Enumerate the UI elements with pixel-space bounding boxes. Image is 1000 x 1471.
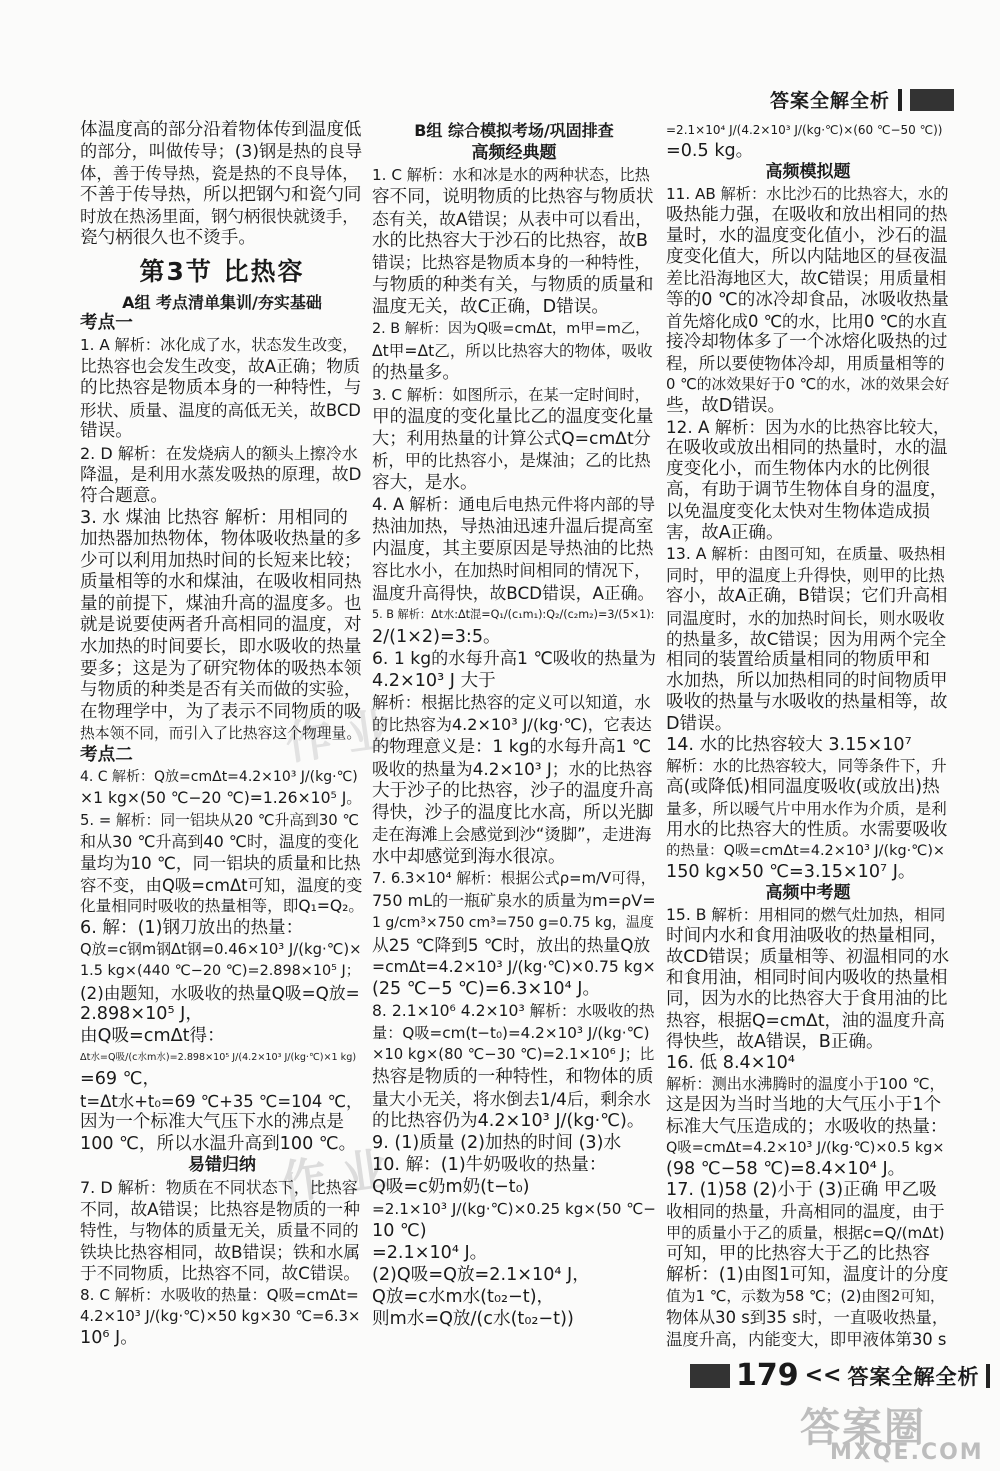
text-line: 走在海滩上会感觉到沙“烫脚”，走进海: [372, 825, 652, 844]
text-line: 13. A 解析：由图可知，在质量、吸热相: [666, 545, 946, 564]
text-line: (98 ℃−58 ℃)=8.4×10⁴ J。: [666, 1158, 906, 1179]
text-line: (2)由题知，水吸收的热量Q吸=Q放=: [80, 982, 360, 1003]
text-line: 1. C 解析：水和冰是水的两种状态，比热: [372, 166, 650, 184]
text-line: 在物理学中，为了表示不同物质的吸: [80, 701, 362, 722]
column-3: [666, 120, 950, 1350]
text-line: 时放在热汤里面，钢勺柄很快就烫手，: [80, 207, 359, 227]
text-line: 温度无关，故C正确，D错误。: [372, 297, 609, 317]
header-divider: [898, 89, 902, 111]
double-chevron-icon: <<: [804, 1363, 842, 1388]
text-line: 于不同物质，比热容不同，故C错误。: [80, 1263, 361, 1284]
text-line: Q放=c水m水(t₀₂−t)，: [372, 1287, 555, 1307]
text-line: 2. B 解析：因为Q吸=cmΔt，m甲=m乙，: [372, 321, 650, 337]
text-line: 在吸收或放出相同的热量时，水的温: [666, 438, 948, 459]
text-line: 首先熔化成0 ℃的水，比用0 ℃的水直: [666, 311, 948, 331]
text-line: 少可以利用加热时间的长短来比较；: [80, 550, 362, 571]
text-line: ×1 kg×(50 ℃−20 ℃)=1.26×10⁵ J。: [80, 789, 362, 808]
text-line: 11. AB 解析：水比沙石的比热容大，水的: [666, 184, 949, 203]
text-line: 4.2×10³ J 大于: [372, 671, 496, 691]
column-1: [80, 120, 364, 1350]
text-line: D错误。: [666, 713, 733, 734]
text-line: 解析：根据比热容的定义可以知道，水: [372, 693, 651, 712]
classic-title: 高频经典题: [471, 143, 557, 163]
text-line: 4. C 解析：Q放=cmΔt=4.2×10³ J/(kg·℃): [80, 768, 358, 785]
text-line: 要多；这是为了研究物体的吸热本领: [80, 658, 362, 679]
text-line: 12. A 解析：因为水的比热容比较大，: [666, 416, 950, 437]
text-line: 的比热容是物质本身的一种特性，与: [80, 377, 362, 398]
text-line: 5. = 解析：同一铝块从20 ℃升高到30 ℃: [80, 811, 359, 829]
text-line: 可知，甲的比热容大于乙的比热容: [666, 1243, 930, 1264]
text-line: 错误。: [80, 421, 133, 442]
page-footer: [690, 1358, 990, 1393]
text-line: 时间内水和食用油吸收的热量相同，: [666, 925, 948, 946]
text-line: 则m水=Q放/(c水(t₀₂−t)): [372, 1309, 574, 1329]
text-line: 的物理意义是：1 kg的水每升高1 ℃: [372, 737, 652, 757]
text-line: 甲的温度的变化量比乙的温度变化量: [372, 407, 654, 427]
text-line: 解析：(1)由图1可知，温度计的分度: [666, 1264, 949, 1285]
text-line: 4.2×10³ J/(kg·℃)×50 kg×30 ℃=6.3×: [80, 1308, 361, 1326]
group-b-title: B组 综合模拟考场/巩固排查: [414, 121, 614, 140]
text-line: 不善于传导热，所以把钢勺和瓷勺同: [80, 184, 362, 205]
text-line: =0.5 kg。: [666, 141, 754, 162]
text-line: 2. D 解析：在发烧病人的额头上擦冷水: [80, 443, 358, 463]
col1-text-d: [80, 1177, 364, 1350]
text-line: 比热容也会发生改变，故A正确；物质: [80, 356, 360, 377]
text-line: 程，所以要使物体冷却，用质量相等的: [666, 354, 945, 374]
text-line: 热本领不同，而引入了比热容这个物理量。: [80, 725, 362, 743]
text-line: 热油加热，导热油迅速升温后提高室: [372, 517, 654, 537]
text-line: 和食用油，相同时间内吸收的热量相: [666, 968, 948, 989]
text-line: 度变化小，而生物体内水的比例很: [666, 459, 930, 480]
col1-text-c: [80, 767, 364, 1156]
text-line: 的部分，叫做传导；(3)钢是热的良导: [80, 141, 363, 162]
col1-text-a: [80, 120, 364, 250]
text-line: 100 ℃，所以水温升高到100 ℃。: [80, 1133, 357, 1154]
text-line: 的热量：Q吸=cmΔt=4.2×10³ J/(kg·℃)×: [666, 842, 945, 859]
text-line: 解析：水的比热容较大，同等条件下，升: [666, 757, 947, 776]
text-line: 质量相等的水和煤油，在吸收相同热: [80, 572, 362, 593]
text-line: 1 g/cm³×750 cm³=750 g=0.75 kg，温度: [372, 915, 654, 931]
text-line: 温度升高，内能变大，即甲液体第30 s: [666, 1329, 947, 1349]
text-line: 量：Q吸=cm(t−t₀)=4.2×10³ J/(kg·℃): [372, 1024, 650, 1042]
text-line: 特性，与物体的质量无关，质量不同的: [80, 1221, 359, 1241]
text-line: 3. C 解析：如图所示，在某一定时间时，: [372, 386, 650, 404]
exam-title: 高频中考题: [765, 883, 851, 904]
text-line: 差比沿海地区大，故C错误；用质量相: [666, 268, 947, 289]
text-line: 吸收的热量与水吸收的热量相等，故: [666, 692, 948, 713]
text-line: 9. (1)质量 (2)加热的时间 (3)水: [372, 1133, 622, 1153]
text-line: 度变化值大，所以内陆地区的昼夜温: [666, 247, 948, 268]
watermark-logo: 答案圈: [800, 1405, 926, 1451]
text-line: 的热量多。: [372, 363, 460, 383]
text-line: Δt水=Q吸/(c水m水)=2.898×10⁵ J/(4.2×10³ J/(kg·℃)×1 kg): [80, 1052, 357, 1064]
text-line: Q吸=c奶m奶(t−t₀): [372, 1177, 530, 1197]
text-line: 以免温度变化太快对生物体造成损: [666, 501, 930, 522]
stamp-watermark-2: 作 业: [277, 1141, 392, 1211]
text-line: 相同的装置给质量相同的物质甲和: [666, 650, 930, 671]
text-line: 7. D 解析：物质在不同状态下，比热容: [80, 1177, 358, 1197]
text-line: 值为1 ℃，示数为58 ℃；(2)由图2可知，: [666, 1288, 945, 1306]
col3-text-b: [666, 184, 950, 884]
footer-block: [690, 1364, 730, 1388]
col3-text-c: [666, 905, 950, 1350]
text-line: 错误；比热容是物质本身的一种特性，: [372, 253, 651, 272]
text-line: 量多，所以暖气片中用水作为介质，是利: [666, 799, 947, 818]
section-title: 第3节 比热容: [139, 256, 305, 286]
text-line: 0 ℃的冰效果好于0 ℃的水，冰的效果会好: [666, 376, 950, 394]
text-line: 这是因为当时当地的大气压小于1个: [666, 1095, 942, 1116]
text-line: 收相同的热量，升高相同的温度，由于: [666, 1202, 945, 1222]
text-line: 吸热能力强，在吸收和放出相同的热: [666, 204, 948, 225]
text-line: 15. B 解析：用相同的燃气灶加热，相同: [666, 905, 946, 924]
text-line: 等的0 ℃的冰冷却食品，冰吸收热量: [666, 289, 949, 310]
text-line: 就是说要使两者升高相同的温度，对: [80, 615, 362, 636]
text-line: 故CD错误；质量相等、初温相同的水: [666, 946, 950, 967]
kp2-title: 考点二: [80, 745, 133, 766]
text-line: 接冷却物体多了一个冰熔化吸热的过: [666, 332, 948, 353]
text-line: 不同，故A错误；比热容是物质的一种: [80, 1198, 360, 1219]
text-line: (25 ℃−5 ℃)=6.3×10⁴ J。: [372, 979, 601, 999]
text-line: 150 kg×50 ℃=3.15×10⁷ J。: [666, 862, 916, 883]
text-line: Q放=c钢m钢Δt钢=0.46×10³ J/(kg·℃)×: [80, 941, 362, 959]
text-line: 容小，故A正确，B错误；它们升高相: [666, 586, 948, 607]
text-line: 与物质的种类是否有关而做的实验，: [80, 680, 362, 701]
text-line: 高(或降低)相同温度吸收(或放出)热: [666, 777, 940, 798]
text-line: 态有关，故A错误；从表中可以看出，: [372, 209, 652, 229]
text-line: 吸收的热量为4.2×10³ J；水的比热容: [372, 759, 653, 779]
text-line: 6. 1 kg的水每升高1 ℃吸收的热量为: [372, 649, 656, 669]
text-line: 水加热，所以加热相同的时间物质甲: [666, 671, 948, 692]
text-line: 热容，根据Q=cmΔt，油的温度升高: [666, 1010, 945, 1031]
col3-text-a: [666, 120, 950, 162]
text-line: 5. B 解析：Δt水:Δt混=Q₁/(c₁m₁):Q₂/(c₂m₂)=3/(5×1):: [372, 608, 655, 621]
watermark-url: MXQE.COM: [830, 1440, 984, 1465]
text-line: 的比热容仍为4.2×10³ J/(kg·℃)。: [372, 1111, 645, 1131]
text-line: 大于沙子的比热容，沙子的温度升高: [372, 781, 654, 801]
text-line: 6. 解：(1)钢刀放出的热量：: [80, 917, 304, 938]
kp1-title: 考点一: [80, 313, 133, 334]
error-summary-title: 易错归纳: [188, 1155, 256, 1176]
text-line: 水的比热容大于沙石的比热容，故B: [372, 231, 648, 251]
text-line: 体温度高的部分沿着物体传到温度低: [80, 120, 362, 140]
text-line: 析，甲的比热容小，是煤油；乙的比热: [372, 451, 651, 470]
text-line: 量时，水的温度变化值小，沙石的温: [666, 226, 948, 247]
page-header: [770, 86, 954, 113]
text-line: Q吸=cmΔt=4.2×10³ J/(kg·℃)×0.5 kg×: [666, 1139, 945, 1156]
text-line: 从25 ℃降到5 ℃时，放出的热量Q放: [372, 935, 651, 955]
text-line: 标准大气压造成的；水吸收的热量：: [666, 1116, 948, 1137]
col1-text-b: [80, 335, 364, 745]
text-line: 同温度时，水的加热时间长，则水吸收: [666, 608, 945, 628]
text-line: 10 ℃): [372, 1221, 427, 1241]
text-line: 的热量多，故C错误；因为用两个完全: [666, 628, 947, 649]
header-title: 答案全解全析: [770, 90, 891, 112]
text-line: 符合题意。: [80, 485, 168, 506]
text-line: 得快，沙子的温度比水高，所以光脚: [372, 803, 654, 823]
text-line: 热容是物质的一种特性，和物体的质: [372, 1067, 654, 1087]
text-line: 3. 水 煤油 比热容 解析：用相同的: [80, 507, 348, 528]
text-line: 4. A 解析：通电后电热元件将内部的导: [372, 495, 656, 514]
text-line: 和从30 ℃升高到40 ℃时，温度的变化: [80, 832, 359, 852]
text-line: 同时，甲的温度上升得快，则甲的比热: [666, 566, 945, 586]
text-line: 量均为10 ℃，同一铝块的质量和比热: [80, 853, 361, 873]
text-line: 甲的质量小于乙的质量，根据c=Q/(mΔt): [666, 1223, 945, 1242]
text-line: 内温度，其主要原因是导热油的比热: [372, 539, 654, 559]
text-line: 量的前提下，煤油升高的温度多。也: [80, 593, 362, 614]
text-line: 750 mL的一瓶矿泉水的质量为m=ρV=: [372, 891, 656, 910]
text-line: =2.1×10⁴ J。: [372, 1243, 488, 1263]
text-line: 1. A 解析：冰化成了水，状态发生改变，: [80, 335, 358, 354]
text-line: 14. 水的比热容较大 3.15×10⁷: [666, 734, 912, 755]
text-line: 加热器加热物体，物体吸收热量的多: [80, 529, 362, 550]
text-line: 8. 2.1×10⁶ 4.2×10³ 解析：水吸收的热: [372, 1002, 655, 1020]
text-line: 容不同，说明物质的比热容与物质状: [372, 187, 654, 207]
text-line: 10⁶ J。: [80, 1328, 138, 1349]
text-line: t=Δt水+t₀=69 ℃+35 ℃=104 ℃，: [80, 1091, 363, 1111]
header-block: [910, 89, 954, 111]
mock-title: 高频模拟题: [765, 162, 851, 183]
page-number: 179: [736, 1358, 799, 1393]
text-line: 的比热容为4.2×10³ J/(kg·℃)，它表达: [372, 715, 652, 734]
text-line: 量大小无关，将水倒去1/4后，剩余水: [372, 1089, 651, 1109]
text-line: (2)Q吸=Q放=2.1×10⁴ J，: [372, 1265, 590, 1285]
text-line: 水中却感觉到海水很凉。: [372, 847, 566, 867]
group-a-title: A组 考点清单集训/夯实基础: [122, 292, 322, 312]
text-line: =cmΔt=4.2×10³ J/(kg·℃)×0.75 kg×: [372, 958, 656, 976]
text-line: 水加热的时间要长，即水吸收的热量: [80, 637, 362, 658]
column-2: [372, 120, 656, 1330]
text-line: 7. 6.3×10⁴ 解析：根据公式ρ=m/V可得，: [372, 870, 656, 887]
text-line: 物体从30 s到35 s时，一直吸收热量，: [666, 1308, 949, 1328]
text-line: 得快些，故A错误，B正确。: [666, 1031, 884, 1052]
text-line: 因为一个标准大气压下水的沸点是: [80, 1112, 344, 1133]
text-line: =2.1×10⁴ J/(4.2×10³ J/(kg·℃)×(60 ℃−50 ℃)): [666, 123, 943, 137]
footer-title: 答案全解全析: [847, 1364, 980, 1389]
text-line: 容比水小，在加热时间相同的情况下，: [372, 561, 651, 580]
text-line: =69 ℃，: [80, 1068, 161, 1089]
stamp-watermark: 作 业: [282, 701, 397, 771]
footer-divider: [986, 1364, 990, 1388]
text-line: 同，因为水的比热容大于食用油的比: [666, 989, 948, 1010]
text-line: 8. C 解析：水吸收的热量：Q吸=cmΔt=: [80, 1285, 359, 1304]
text-line: 容不变，由Q吸=cmΔt可知，温度的变: [80, 875, 363, 895]
text-line: =2.1×10³ J/(kg·℃)×0.25 kg×(50 ℃−: [372, 1200, 657, 1218]
text-line: 温度升高得快，故BCD错误，A正确。: [372, 583, 655, 603]
text-line: 铁块比热容相同，故B错误；铁和水属: [80, 1241, 361, 1262]
text-line: 17. (1)58 (2)小于 (3)正确 甲乙吸: [666, 1180, 937, 1201]
col2-text: [372, 164, 656, 1330]
text-line: 形状、质量、温度的高低无关，故BCD: [80, 400, 361, 420]
text-line: 16. 低 8.4×10⁴: [666, 1052, 795, 1073]
text-line: 2.898×10⁵ J，: [80, 1004, 203, 1025]
text-line: 容大，是水。: [372, 473, 478, 493]
text-line: 2/(1×2)=3:5。: [372, 627, 501, 647]
text-line: 高，有助于调节生物体自身的温度，: [666, 480, 948, 501]
text-line: 体，善于传导热，瓷是热的不良导体，: [80, 164, 359, 184]
text-line: ×10 kg×(80 ℃−30 ℃)=2.1×10⁶ J；比: [372, 1046, 655, 1063]
text-line: 大；利用热量的计算公式Q=cmΔt分: [372, 429, 651, 449]
text-line: 瓷勺柄很久也不烫手。: [80, 227, 256, 248]
text-line: 10. 解：(1)牛奶吸收的热量：: [372, 1155, 607, 1175]
text-line: 用水的比热容大的性质。水需要吸收: [666, 819, 948, 840]
text-line: 些，故D错误。: [666, 395, 786, 416]
text-line: 害，故A正确。: [666, 522, 784, 543]
text-line: 降温，是利用水蒸发吸热的原理，故D: [80, 464, 362, 485]
text-line: 由Q吸=cmΔt得：: [80, 1025, 225, 1046]
text-line: 1.5 kg×(440 ℃−20 ℃)=2.898×10⁵ J；: [80, 962, 361, 979]
text-line: 与物质的种类有关，与物质的质量和: [372, 275, 654, 295]
text-line: Δt甲=Δt乙，所以比热容大的物体，吸收: [372, 342, 653, 360]
text-line: 解析：测出水沸腾时的温度小于100 ℃，: [666, 1075, 945, 1094]
text-line: 化量相同时吸收的热量相等，即Q₁=Q₂。: [80, 897, 365, 916]
